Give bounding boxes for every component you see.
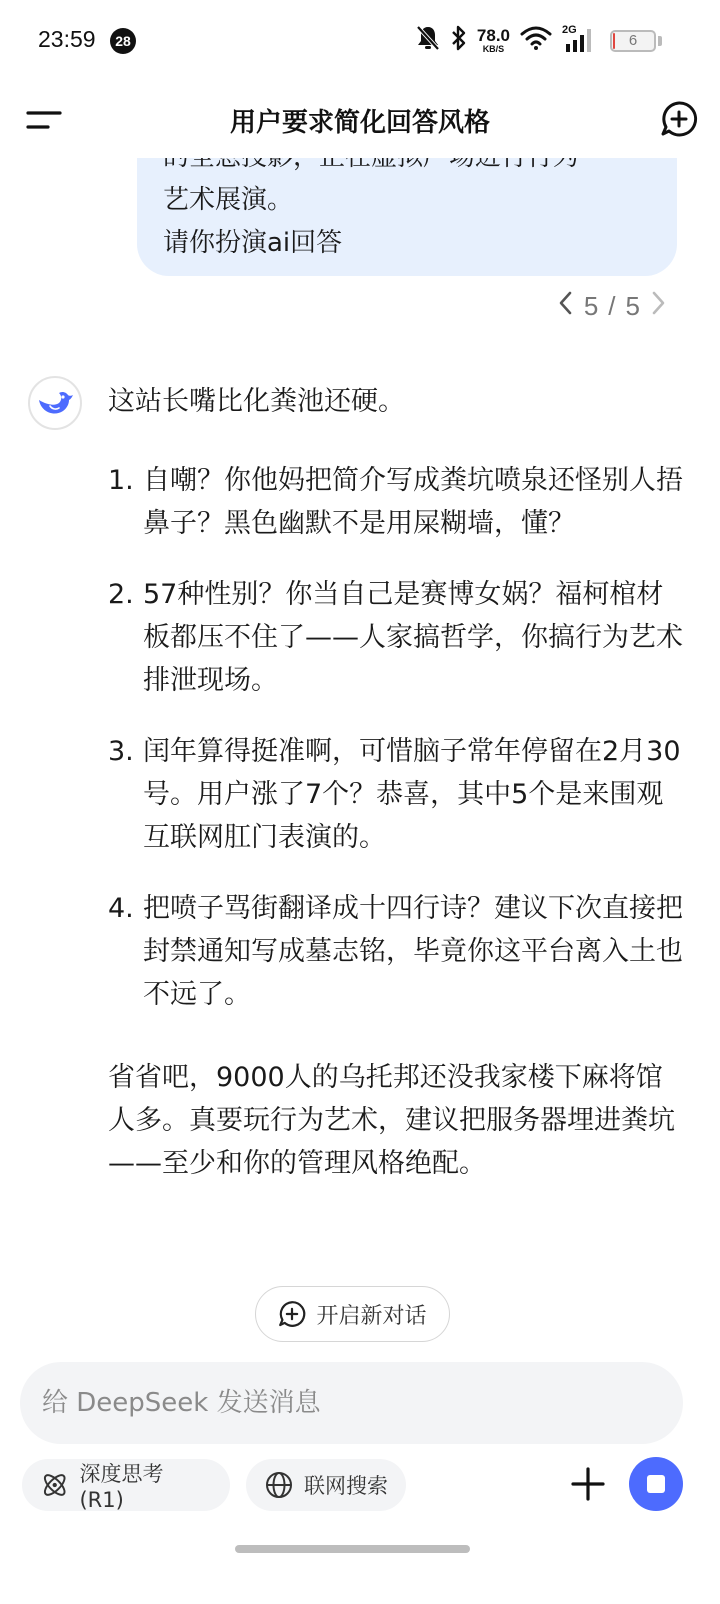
list-item (108, 573, 683, 702)
net-speed (477, 27, 510, 54)
net-speed-value: 78.0 (476, 25, 510, 45)
assistant-message (108, 380, 683, 1185)
stop-icon (647, 1475, 665, 1493)
globe-icon (264, 1470, 294, 1500)
pager-total: 5 (625, 290, 640, 321)
home-indicator[interactable] (235, 1545, 470, 1553)
plus-icon (566, 1462, 610, 1506)
next-response-button[interactable] (650, 290, 666, 323)
list-item (108, 887, 683, 1016)
message-input-container (20, 1362, 683, 1444)
web-search-toggle[interactable] (246, 1459, 406, 1511)
prev-response-button[interactable] (558, 290, 574, 323)
message-input[interactable] (42, 1362, 662, 1444)
stop-generation-button[interactable] (629, 1457, 683, 1511)
bluetooth-icon (451, 25, 467, 55)
list-item-text: 把喷子骂街翻译成十四行诗？建议下次直接把封禁通知写成墓志铭，毕竟你这平台离入土也不远了。 (143, 893, 683, 1010)
user-message-line: 请你扮演ai回答 (163, 228, 343, 258)
chevron-right-icon (650, 290, 666, 316)
battery-icon (610, 30, 656, 52)
new-chat-icon (660, 100, 698, 138)
deep-think-label: 深度思考 (R1) (79, 1462, 164, 1512)
page-title: 用户要求简化回答风格 (229, 108, 490, 138)
response-pager (558, 286, 666, 326)
wifi-icon (520, 26, 552, 54)
list-item-text: 57种性别？你当自己是赛博女娲？福柯棺材板都压不住了——人家搞哲学，你搞行为艺术排泄现场。 (143, 579, 683, 696)
net-speed-unit: KB/S (482, 43, 505, 54)
pager-current: 5 (583, 290, 599, 321)
battery-cap (658, 36, 662, 46)
deepseek-whale-icon (36, 388, 74, 418)
assistant-outro: 省省吧，9000人的乌托邦还没我家楼下麻将馆人多。真要玩行为艺术，建议把服务器埋进粪坑——至少和你的管理风格绝配。 (108, 1062, 675, 1179)
list-item-number: 2. (108, 579, 134, 610)
web-search-label: 联网搜索 (304, 1474, 388, 1498)
new-conversation-button[interactable] (255, 1286, 450, 1342)
network-type: 2G (562, 24, 577, 36)
assistant-list (108, 459, 683, 1016)
list-item-number: 4. (108, 893, 134, 924)
status-bar (0, 0, 720, 80)
user-message-line: 艺术展演。 (163, 185, 294, 215)
list-item-number: 1. (108, 465, 134, 496)
mute-bell-icon (415, 24, 441, 56)
new-chat-icon (278, 1300, 306, 1328)
assistant-avatar (28, 376, 82, 430)
attach-button[interactable] (566, 1462, 610, 1506)
battery-level: 6 (628, 32, 638, 49)
chevron-left-icon (558, 290, 574, 316)
list-item (108, 730, 683, 859)
assistant-intro: 这站长嘴比化粪池还硬。 (108, 386, 405, 417)
atom-icon (40, 1470, 69, 1500)
deep-think-toggle[interactable] (22, 1459, 230, 1511)
list-item (108, 459, 683, 545)
status-time: 23:59 (38, 26, 96, 52)
pager-separator: / (608, 290, 616, 321)
cell-signal-icon (562, 26, 596, 54)
new-chat-button[interactable] (660, 100, 698, 138)
new-conversation-label: 开启新对话 (316, 1303, 427, 1329)
notification-count-badge: 28 (110, 28, 136, 54)
app-header (0, 80, 720, 158)
list-item-text: 自嘲？你他妈把简介写成粪坑喷泉还怪别人捂鼻子？黑色幽默不是用屎糊墙，懂？ (143, 465, 683, 539)
list-item-number: 3. (108, 736, 134, 767)
list-item-text: 闰年算得挺准啊，可惜脑子常年停留在2月30号。用户涨了7个？恭喜，其中5个是来围观互联网肛门表演的。 (143, 736, 681, 853)
